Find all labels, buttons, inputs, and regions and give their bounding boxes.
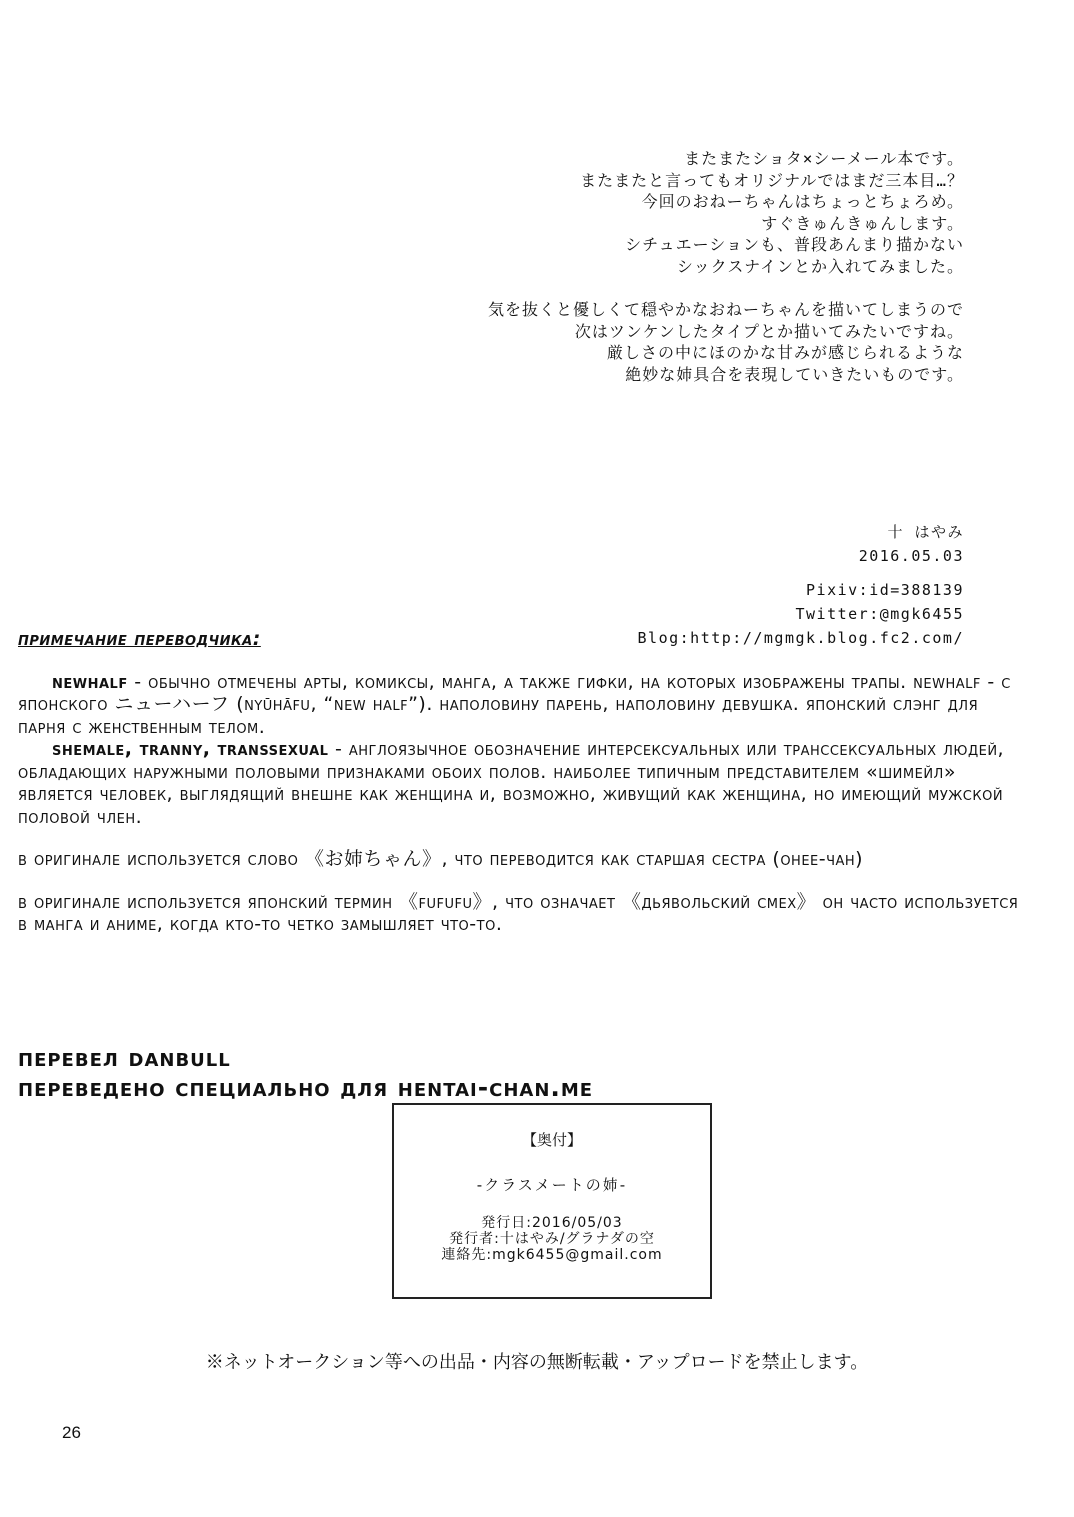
pixiv-id: Pixiv:id=388139 bbox=[806, 581, 964, 599]
term-shemale: shemale, tranny, transsexual bbox=[52, 738, 329, 760]
colophon-title: 【奥付】 bbox=[521, 1131, 582, 1149]
afterword bbox=[488, 148, 964, 385]
colophon-info bbox=[394, 1215, 710, 1263]
contact: 連絡先:mgk6455@gmail.com bbox=[441, 1247, 663, 1263]
note-oneechan: в оригинале используется слово 《お姉ちゃん》, что переводится как старшая сестра (онее-чан) bbox=[18, 848, 864, 870]
term-newhalf: newhalf bbox=[52, 670, 128, 693]
afterword-line: シチュエーションも、普段あんまり描かない bbox=[625, 235, 964, 254]
credit-translator: перевел danbull bbox=[18, 1043, 231, 1072]
translation-credits bbox=[18, 1043, 593, 1103]
afterword-line: 気を抜くと優しくて穏やかなおねーちゃんを描いてしまうので bbox=[487, 300, 964, 319]
publisher: 発行者:十はやみ/グラナダの空 bbox=[449, 1231, 655, 1247]
afterword-line: 今回のおねーちゃんはちょっとちょろめ。 bbox=[641, 192, 964, 211]
blog-url: Blog:http://mgmgk.blog.fc2.com/ bbox=[637, 629, 964, 647]
note-newhalf bbox=[18, 671, 1028, 739]
copyright-notice: ※ネットオークション等への出品・内容の無断転載・アップロードを禁止します。 bbox=[205, 1352, 869, 1373]
note-shemale-text: - англоязычное обозначение интерсексуальных или транссексуальных людей, обладающих наружными половыми признаками обоих полов. наиболее типичным представителем «шимейл» является человек, выглядящий внешне как женщина и, возможно, живущий как женщина, но имеющий мужской половой член. bbox=[18, 738, 1005, 828]
author-name: 十 はやみ bbox=[887, 523, 964, 541]
afterword-line: またまたと言ってもオリジナルではまだ三本目…？ bbox=[580, 170, 964, 190]
afterword-line: シックスナインとか入れてみました。 bbox=[676, 256, 964, 276]
translator-notes bbox=[18, 628, 1028, 936]
afterword-line: またまたショタ×シーメール本です。 bbox=[684, 149, 964, 168]
credit-site: переведено специально для hentai-chan.me bbox=[18, 1073, 594, 1102]
afterword-line: 次はツンケンしたタイプとか描いてみたいですね。 bbox=[574, 321, 964, 341]
note-newhalf-text: - обычно отмечены арты, комиксы, манга, а также гифки, на которых изображены трапы. newhalf - с японского ニューハーフ (nyūhāfu, “new half”). наполовину парень, наполовину девушка. японский слэнг для парня с женственным телом. bbox=[18, 670, 1011, 738]
colophon-subtitle: -クラスメートの姉- bbox=[476, 1176, 628, 1194]
page-number: 26 bbox=[62, 1423, 81, 1442]
afterword-line: 絶妙な姉具合を表現していきたいものです。 bbox=[625, 364, 964, 384]
note-fufufu: в оригинале используется японский термин 《fufufu》, что означает 《дьявольский смех》 он часто используется в манга и аниме, когда кто-то четко замышляет что-то. bbox=[18, 890, 1019, 935]
issue-date: 発行日:2016/05/03 bbox=[481, 1215, 623, 1231]
colophon-box bbox=[392, 1103, 712, 1299]
afterword-line: すぐきゅんきゅんします。 bbox=[761, 213, 964, 233]
note-shemale bbox=[18, 738, 1028, 828]
signature-date: 2016.05.03 bbox=[858, 547, 964, 565]
notes-heading: примечание переводчика: bbox=[18, 628, 261, 650]
twitter-handle: Twitter:@mgk6455 bbox=[795, 605, 964, 623]
afterword-line: 厳しさの中にほのかな甘みが感じられるような bbox=[606, 343, 964, 362]
